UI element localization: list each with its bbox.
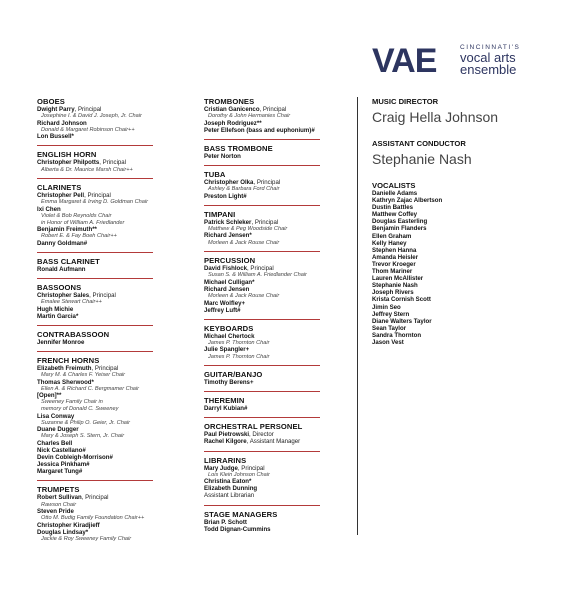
chair-dedication: Susan S. & William A. Friedlander Chair <box>208 272 307 279</box>
member <box>204 286 352 293</box>
section <box>204 396 352 418</box>
section-title: BASSOONS <box>37 283 82 292</box>
chair-dedication: memory of Donald C. Sweeney <box>41 406 119 413</box>
vocalist-name: Sandra Thornton <box>372 331 422 339</box>
chair-dedication: Dorothy & John Hermanies Chair <box>208 113 291 120</box>
member <box>204 127 352 134</box>
vocalist-name: Jeffrey Stern <box>372 310 410 318</box>
member-name: Dwight Parry <box>37 106 75 113</box>
member <box>204 265 352 272</box>
section <box>204 422 352 451</box>
member <box>37 292 185 299</box>
section <box>37 257 185 279</box>
member <box>37 494 185 501</box>
member-name: Michael Chertock <box>204 332 255 340</box>
chair-dedication: Violet & Bob Reynolds Chair <box>41 212 112 219</box>
section <box>37 150 185 179</box>
member <box>37 339 185 346</box>
section-title: TIMPANI <box>204 209 236 219</box>
chair-dedication: Sweeney Family Chair in <box>41 399 103 406</box>
member-role: , Principal <box>91 364 119 372</box>
vocalist-name: Kelly Haney <box>372 239 407 247</box>
member <box>204 219 352 226</box>
section-title: TRUMPETS <box>37 485 80 495</box>
chair-dedication: Morleen & Jack Rouse Chair <box>208 239 280 246</box>
member <box>37 313 185 320</box>
member <box>204 346 352 353</box>
vocalist-name: Benjamin Flanders <box>372 225 427 233</box>
chair-dedication: Jackie & Roy Sweeney Family Chair <box>41 536 132 543</box>
member-name: [Open]** <box>37 392 62 400</box>
section-title: ENGLISH HORN <box>37 150 97 160</box>
member-name: Christina Eaton* <box>204 478 252 486</box>
vocalist-name: Thom Mariner <box>372 268 413 276</box>
vocalist-name: Diane Walters Taylor <box>372 317 432 325</box>
member-name: David Fishlock <box>204 265 248 273</box>
member-name: Charles Bell <box>37 440 73 447</box>
chair-dedication: Suzanne & Philip O. Geier, Jr. Chair <box>41 419 131 426</box>
member-role: , Principal <box>81 494 109 502</box>
member <box>204 485 352 492</box>
logo-letters: VAE <box>372 42 437 80</box>
vocalist-name: Jason Vest <box>372 338 404 346</box>
member <box>37 120 185 127</box>
section-title: TUBA <box>204 169 226 179</box>
member-name: Devin Cobleigh-Morrison# <box>37 454 113 462</box>
member-name: Jennifer Monroe <box>37 338 85 346</box>
member-name: Robert Sullivan <box>37 494 82 502</box>
section-title: KEYBOARDS <box>204 323 254 333</box>
member-name: Richard Jensen* <box>204 232 252 240</box>
section <box>204 97 352 140</box>
member-role: , Principal <box>253 178 281 186</box>
member-name: Steven Pride <box>37 508 74 516</box>
section <box>204 456 352 506</box>
member-name: Martin Garcia* <box>37 312 79 320</box>
member <box>204 232 352 239</box>
section <box>204 256 352 320</box>
member <box>204 431 352 438</box>
vocalist-name: Matthew Coffey <box>372 211 418 219</box>
member-name: Richard Jensen <box>204 285 250 293</box>
chair-dedication: Emalee Stewart Chair++ <box>41 299 102 306</box>
leadership-panel <box>372 97 572 346</box>
member <box>204 179 352 186</box>
member-name: Richard Johnson <box>37 119 87 127</box>
member <box>204 307 352 314</box>
member-role: , Principal <box>247 265 274 273</box>
member-name: Margaret Tung# <box>37 468 83 476</box>
chair-dedication: Donald & Margaret Robinson Chair++ <box>41 126 135 133</box>
member-name: Jeffrey Luft# <box>204 306 241 314</box>
member <box>204 106 352 113</box>
member-name: Lisa Conway <box>37 412 75 420</box>
vae-logo <box>372 44 562 78</box>
chair-dedication: Mary & Joseph S. Stern, Jr. Chair <box>41 433 125 440</box>
member-name: Duane Dugger <box>37 426 79 434</box>
member <box>204 526 352 533</box>
member-name: Patrick Schleker <box>204 218 252 226</box>
chair-dedication: Morleen & Jack Rouse Chair <box>208 293 280 299</box>
member <box>37 392 185 399</box>
vocalist-name: Stephanie Nash <box>372 282 418 290</box>
section-title: GUITAR/BANJO <box>204 370 263 380</box>
section <box>204 510 352 539</box>
logo-text <box>460 44 520 76</box>
member <box>37 206 185 213</box>
member <box>37 447 185 454</box>
chair-dedication: Josephine I. & David J. Joseph, Jr. Chair <box>41 113 142 120</box>
member-name: Rachel Kilgore <box>204 438 247 446</box>
member-name: Elizabeth Dunning <box>204 485 258 493</box>
member <box>37 426 185 433</box>
member-name: Peter Ellefson (bass and euphonium)# <box>204 126 315 134</box>
chair-dedication: Matthew & Peg Woodside Chair <box>208 225 288 232</box>
member <box>204 153 352 160</box>
section-title: THEREMIN <box>204 396 245 406</box>
member-name: Nick Castellano# <box>37 447 86 455</box>
member-name: Elizabeth Freimuth <box>37 364 92 372</box>
chair-dedication: Ashley & Barbara Ford Chair <box>208 186 280 193</box>
member <box>37 365 185 372</box>
member <box>37 440 185 447</box>
chair-dedication: Lois Klein Johnson Chair <box>208 471 270 478</box>
vocalist-name: Amanda Heisler <box>372 253 419 261</box>
member-name: Ixi Chen <box>37 205 61 213</box>
member-name: Jessica Pinkham# <box>37 461 90 469</box>
vocalist-name: Douglas Easterling <box>372 218 428 226</box>
member-name: Joseph Rodriguez** <box>204 119 262 127</box>
vocalist-name: Danielle Adams <box>372 190 418 197</box>
member-name: Benjamin Freimuth** <box>37 226 97 234</box>
section <box>37 97 185 146</box>
member-name: Peter Norton <box>204 152 241 160</box>
member-name: Preston Light# <box>204 192 247 200</box>
chair-dedication: James P. Thornton Chair <box>208 339 270 346</box>
member-name: Timothy Berens+ <box>204 379 254 387</box>
member <box>204 465 352 472</box>
member-name: Todd Dignan-Cummins <box>204 525 271 533</box>
member-role: , Principal <box>84 192 111 200</box>
vocalist-name: Krista Cornish Scott <box>372 296 431 304</box>
member-name: Hugh Michie <box>37 305 74 313</box>
member-role: , Assistant Manager <box>246 438 301 446</box>
member-name: Brian P. Schott <box>204 518 247 526</box>
member-name: Christopher Sales <box>37 292 90 299</box>
chair-dedication: Ellen A. & Richard C. Bergmamer Chair <box>41 385 140 392</box>
section-title: PERCUSSION <box>204 256 256 266</box>
section-title: BASS TROMBONE <box>204 143 273 153</box>
member-name: Julie Spangler+ <box>204 346 250 354</box>
member <box>37 240 185 247</box>
member-name: Danny Goldman# <box>37 239 88 247</box>
chair-dedication: Robert E. & Fay Boeh Chair++ <box>41 233 117 240</box>
member-name: Michael Culligan* <box>204 278 255 286</box>
section-title: ORCHESTRAL PERSONEL <box>204 422 303 432</box>
section <box>204 210 352 252</box>
vocalist-name: Jimin Seo <box>372 303 401 311</box>
vocalist-name: Trevor Kroeger <box>372 260 416 268</box>
member-role: , Principal <box>74 106 102 113</box>
member <box>37 266 185 273</box>
vocalist-name: Sean Taylor <box>372 324 407 332</box>
chair-dedication: Alberta & Dr. Maurice Marsh Chair++ <box>41 166 133 173</box>
member <box>204 478 352 485</box>
member <box>204 279 352 286</box>
member <box>37 522 185 529</box>
member-name: Christopher Philpotts <box>37 159 100 167</box>
member <box>37 379 185 386</box>
vocalist-name: Joseph Rivers <box>372 289 414 297</box>
member <box>37 468 185 475</box>
column-divider <box>357 97 358 535</box>
member-name: Cristian Ganicenco <box>204 106 260 113</box>
member-role: , Principal <box>89 292 116 299</box>
member-role: , Principal <box>259 106 287 113</box>
member <box>37 306 185 313</box>
member <box>37 508 185 515</box>
member-name: Douglas Lindsay* <box>37 528 89 536</box>
section <box>204 370 352 392</box>
section <box>37 183 185 253</box>
section-title: STAGE MANAGERS <box>204 509 278 519</box>
member-name: Lon Bussell* <box>37 133 74 141</box>
chair-dedication: Mary M. & Charles F. Yeiser Chair <box>41 372 126 379</box>
member <box>37 226 185 233</box>
section-title: LIBRARINS <box>204 455 247 465</box>
member <box>37 529 185 536</box>
member-subtitle: Assistant Librarian <box>204 492 255 500</box>
chair-dedication: James P. Thornton Chair <box>208 353 270 360</box>
chair-dedication: Otto M. Budig Family Foundation Chair++ <box>41 515 145 522</box>
music-director-label: MUSIC DIRECTOR <box>372 97 439 106</box>
section <box>37 485 185 548</box>
roster-column-1 <box>37 97 185 553</box>
member-name: Darryl Kubian# <box>204 405 248 413</box>
assistant-conductor-name: Stephanie Nash <box>372 151 472 167</box>
vocalist-name: Ellen Graham <box>372 232 412 240</box>
member <box>204 519 352 526</box>
section <box>204 324 352 366</box>
vocalist-name: Kathryn Zajac Albertson <box>372 197 443 205</box>
logo-city: CINCINNATI'S <box>460 44 521 51</box>
section <box>37 330 185 352</box>
section-title: TROMBONES <box>204 97 255 106</box>
section-title: CONTRABASSOON <box>37 329 110 339</box>
chair-dedication: in Honor of William A. Friedlander <box>41 219 125 226</box>
member <box>37 413 185 420</box>
chair-dedication: Rawson Chair <box>41 501 77 508</box>
member <box>204 120 352 127</box>
vocalists-list <box>372 190 572 346</box>
section-title: FRENCH HORNS <box>37 355 100 365</box>
member-name: Thomas Sherwood* <box>37 378 94 386</box>
member-name: Christopher Kiradjieff <box>37 521 100 529</box>
logo-name-line2: ensemble <box>460 62 517 77</box>
member <box>204 193 352 200</box>
member <box>204 438 352 445</box>
section-title: CLARINETS <box>37 183 82 193</box>
member <box>37 461 185 468</box>
member-role: , Principal <box>251 218 279 226</box>
assistant-conductor-label: ASSISTANT CONDUCTOR <box>372 139 466 148</box>
member-name: Mary Judge <box>204 464 238 472</box>
member <box>37 159 185 166</box>
vocalist-name: Stephen Hanna <box>372 246 417 254</box>
section <box>204 170 352 206</box>
member-role: , Principal <box>237 464 265 472</box>
vocalist-name: Lauren McAllister <box>372 275 424 283</box>
chair-dedication: Emma Margaret & Irving D. Goldman Chair <box>41 199 148 206</box>
section <box>37 283 185 326</box>
member-role: , Principal <box>99 159 127 167</box>
member-name: Marc Wolfley+ <box>204 299 246 307</box>
member <box>204 379 352 386</box>
member <box>204 405 352 412</box>
member <box>37 106 185 113</box>
member <box>37 133 185 140</box>
music-director-name: Craig Hella Johnson <box>372 109 499 125</box>
member <box>37 192 185 199</box>
roster-column-2 <box>204 97 352 543</box>
vocalists-label: VOCALISTS <box>372 181 416 190</box>
member <box>204 333 352 340</box>
member-name: Christopher Pell <box>37 192 85 200</box>
member <box>204 300 352 307</box>
section-title: BASS CLARINET <box>37 256 100 266</box>
member-name: Paul Pietrowski <box>204 431 250 439</box>
logo-name-line1: vocal arts <box>460 50 516 65</box>
section-title: OBOES <box>37 97 65 106</box>
section <box>204 144 352 166</box>
vocalist-name: Dustin Battles <box>372 204 413 212</box>
member <box>37 454 185 461</box>
section <box>37 356 185 482</box>
member-name: Ronald Aufmann <box>37 265 86 273</box>
member-role: , Director <box>249 431 274 439</box>
member-name: Christopher Olka <box>204 178 254 186</box>
